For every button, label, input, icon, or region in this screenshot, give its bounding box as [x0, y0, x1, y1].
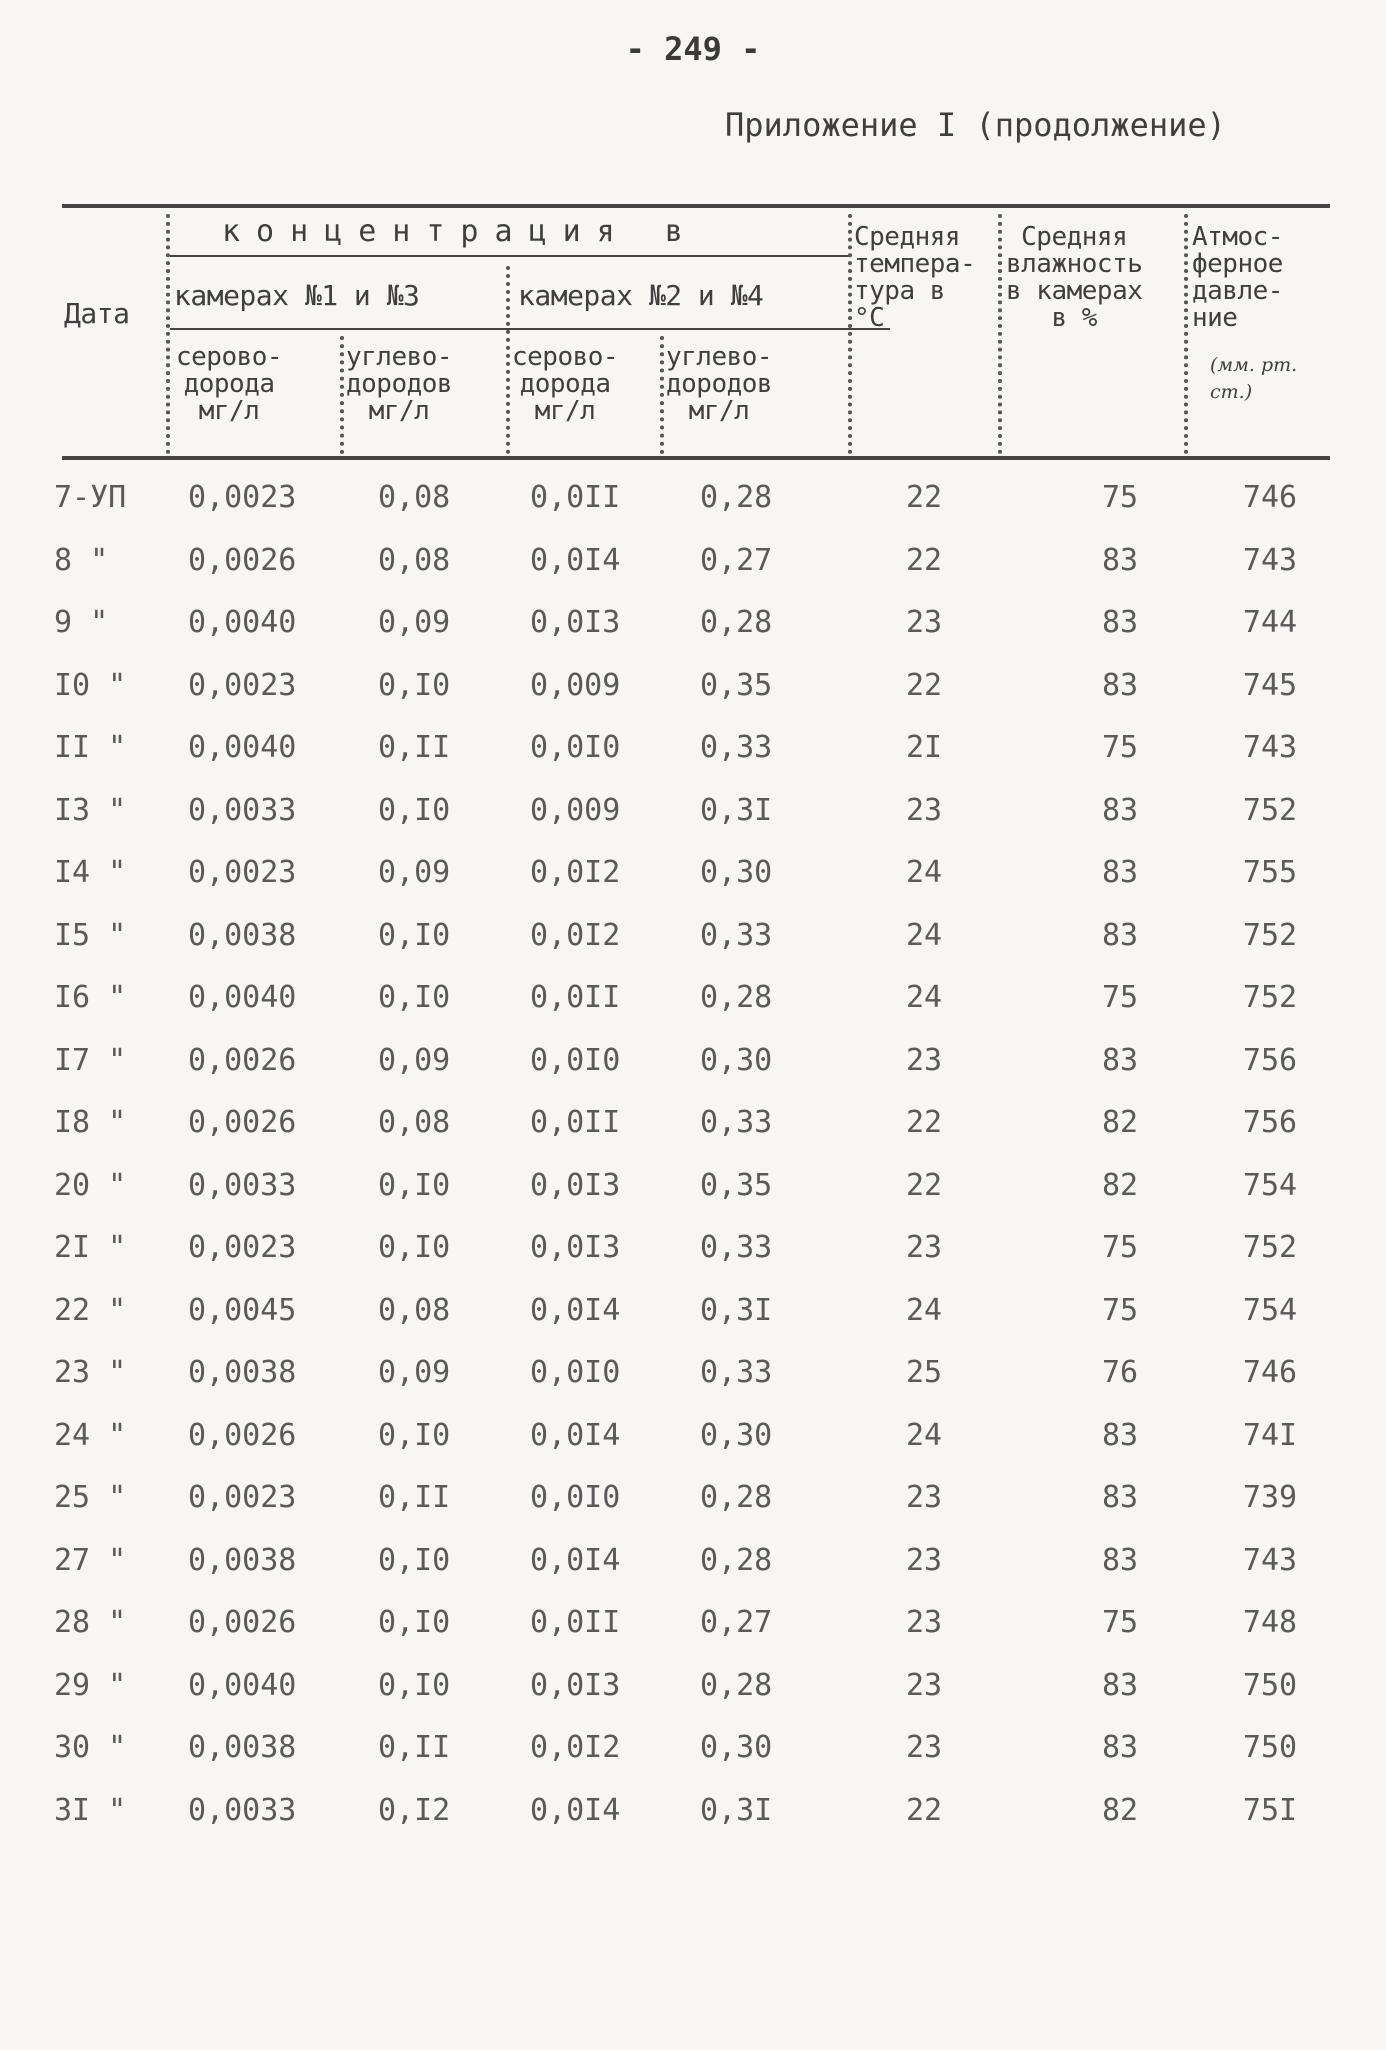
- hydrocarbons-chambers-1-3-cell: 0,I0: [378, 1167, 451, 1203]
- h2s-chambers-1-3-cell: 0,0026: [188, 542, 297, 578]
- table-row: [0, 1035, 1386, 1098]
- chambers-rule: [170, 328, 890, 330]
- avg-humidity-cell: 76: [1101, 1355, 1139, 1390]
- date-cell: 20 ": [54, 1167, 127, 1203]
- h2s-chambers-1-3-cell: 0,0023: [188, 1480, 297, 1515]
- h2s-chambers-1-3-cell: 0,0038: [188, 1355, 297, 1390]
- table-row: [0, 597, 1386, 660]
- avg-humidity-cell: 75: [1101, 730, 1139, 765]
- date-cell: 7-УП: [54, 480, 127, 515]
- hydrocarbons-chambers-2-4-cell: 0,33: [700, 1230, 773, 1265]
- date-cell: I6 ": [54, 980, 127, 1015]
- h2s-chambers-1-3-cell: 0,0026: [188, 1417, 297, 1453]
- atm-pressure-cell: 752: [1242, 792, 1298, 828]
- data-rows: [0, 472, 1386, 1847]
- date-cell: 23 ": [54, 1355, 127, 1390]
- atm-pressure-cell: 746: [1242, 1355, 1298, 1390]
- hydrocarbons-chambers-2-4-cell: 0,35: [700, 1167, 773, 1203]
- date-cell: 29 ": [54, 1667, 127, 1703]
- date-cell: I7 ": [54, 1042, 127, 1078]
- avg-temperature-cell: 24: [905, 917, 943, 953]
- avg-humidity-cell: 75: [1101, 1292, 1139, 1328]
- hydrocarbons-chambers-1-3-cell: 0,II: [378, 1480, 451, 1515]
- avg-humidity-cell: 82: [1101, 1792, 1139, 1828]
- table-row: [0, 1785, 1386, 1848]
- header-hc-1-3: углево- дородов мг/л: [346, 342, 453, 426]
- date-cell: 9 ": [54, 605, 109, 640]
- h2s-chambers-1-3-cell: 0,0038: [188, 1542, 297, 1578]
- hydrocarbons-chambers-2-4-cell: 0,28: [700, 480, 773, 515]
- avg-humidity-cell: 75: [1101, 480, 1139, 515]
- h2s-chambers-1-3-cell: 0,0038: [188, 1730, 297, 1765]
- header-chambers-1-3: камерах №1 и №3: [174, 279, 420, 312]
- atm-pressure-cell: 752: [1242, 980, 1298, 1015]
- date-cell: 28 ": [54, 1605, 127, 1640]
- atm-pressure-cell: 743: [1242, 730, 1298, 765]
- h2s-chambers-2-4-cell: 0,0I4: [530, 542, 621, 578]
- hydrocarbons-chambers-1-3-cell: 0,I2: [378, 1792, 451, 1828]
- date-cell: 27 ": [54, 1542, 127, 1578]
- avg-temperature-cell: 22: [905, 667, 943, 703]
- header-pressure-unit: (мм. рт. ст.): [1210, 354, 1298, 403]
- avg-humidity-cell: 83: [1101, 605, 1139, 640]
- h2s-chambers-2-4-cell: 0,0II: [530, 1105, 621, 1140]
- atm-pressure-cell: 752: [1242, 1230, 1298, 1265]
- date-cell: 8 ": [54, 542, 109, 578]
- atm-pressure-cell: 743: [1242, 542, 1298, 578]
- appendix-title: Приложение I (продолжение): [725, 106, 1226, 144]
- hydrocarbons-chambers-2-4-cell: 0,3I: [700, 1792, 773, 1828]
- table-row: [0, 722, 1386, 785]
- avg-humidity-cell: 83: [1101, 1417, 1139, 1453]
- date-cell: II ": [54, 730, 127, 765]
- hydrocarbons-chambers-2-4-cell: 0,27: [700, 1605, 773, 1640]
- h2s-chambers-2-4-cell: 0,0I4: [530, 1292, 621, 1328]
- avg-humidity-cell: 83: [1101, 792, 1139, 828]
- avg-humidity-cell: 75: [1101, 1605, 1139, 1640]
- avg-temperature-cell: 22: [905, 1105, 943, 1140]
- h2s-chambers-2-4-cell: 0,009: [530, 792, 621, 828]
- avg-temperature-cell: 23: [905, 605, 943, 640]
- avg-temperature-cell: 22: [905, 480, 943, 515]
- table-row: [0, 1222, 1386, 1285]
- date-cell: 24 ": [54, 1417, 127, 1453]
- table-row: [0, 1285, 1386, 1348]
- header-top-rule: [62, 204, 1330, 208]
- separator-temp: [848, 214, 852, 454]
- hydrocarbons-chambers-2-4-cell: 0,28: [700, 1480, 773, 1515]
- hydrocarbons-chambers-2-4-cell: 0,28: [700, 980, 773, 1015]
- hydrocarbons-chambers-1-3-cell: 0,I0: [378, 1605, 451, 1640]
- h2s-chambers-1-3-cell: 0,0033: [188, 1792, 297, 1828]
- header-avg-humidity: Средняя влажность в камерах в %: [1006, 222, 1143, 333]
- h2s-chambers-1-3-cell: 0,0040: [188, 980, 297, 1015]
- hydrocarbons-chambers-1-3-cell: 0,I0: [378, 1230, 451, 1265]
- table-row: [0, 660, 1386, 723]
- atm-pressure-cell: 750: [1242, 1667, 1298, 1703]
- header-hc-2-4: углево- дородов мг/л: [666, 342, 773, 426]
- hydrocarbons-chambers-1-3-cell: 0,II: [378, 730, 451, 765]
- atm-pressure-cell: 745: [1242, 667, 1298, 703]
- date-cell: 2I ": [54, 1230, 127, 1265]
- hydrocarbons-chambers-1-3-cell: 0,09: [378, 1042, 451, 1078]
- avg-temperature-cell: 23: [905, 1230, 943, 1265]
- table-row: [0, 1410, 1386, 1473]
- hydrocarbons-chambers-2-4-cell: 0,33: [700, 730, 773, 765]
- table-row: [0, 1597, 1386, 1660]
- h2s-chambers-1-3-cell: 0,0033: [188, 792, 297, 828]
- date-cell: I0 ": [54, 667, 127, 703]
- h2s-chambers-1-3-cell: 0,0040: [188, 1667, 297, 1703]
- hydrocarbons-chambers-1-3-cell: 0,08: [378, 542, 451, 578]
- avg-humidity-cell: 75: [1101, 980, 1139, 1015]
- table-row: [0, 1472, 1386, 1535]
- page-number: - 249 -: [625, 30, 761, 68]
- avg-temperature-cell: 23: [905, 1605, 943, 1640]
- avg-temperature-cell: 23: [905, 1667, 943, 1703]
- date-cell: I4 ": [54, 855, 127, 890]
- h2s-chambers-1-3-cell: 0,0026: [188, 1042, 297, 1078]
- hydrocarbons-chambers-2-4-cell: 0,35: [700, 667, 773, 703]
- h2s-chambers-1-3-cell: 0,0040: [188, 730, 297, 765]
- separator-humidity: [998, 214, 1002, 454]
- header-avg-temp: Средняя темпера- тура в °С: [854, 222, 976, 333]
- h2s-chambers-2-4-cell: 0,0II: [530, 480, 621, 515]
- avg-humidity-cell: 83: [1101, 1042, 1139, 1078]
- date-cell: 30 ": [54, 1730, 127, 1765]
- header-atm-pressure: Атмос- ферное давле- ние: [1192, 222, 1283, 333]
- atm-pressure-cell: 756: [1242, 1105, 1298, 1140]
- avg-temperature-cell: 22: [905, 1167, 943, 1203]
- hydrocarbons-chambers-2-4-cell: 0,33: [700, 1105, 773, 1140]
- hydrocarbons-chambers-1-3-cell: 0,09: [378, 1355, 451, 1390]
- atm-pressure-cell: 744: [1242, 605, 1298, 640]
- hydrocarbons-chambers-1-3-cell: 0,II: [378, 1730, 451, 1765]
- hydrocarbons-chambers-2-4-cell: 0,27: [700, 542, 773, 578]
- h2s-chambers-2-4-cell: 0,0II: [530, 980, 621, 1015]
- hydrocarbons-chambers-2-4-cell: 0,33: [700, 917, 773, 953]
- separator-pressure: [1184, 214, 1188, 454]
- hydrocarbons-chambers-1-3-cell: 0,I0: [378, 792, 451, 828]
- header-date: Дата: [64, 297, 130, 330]
- h2s-chambers-1-3-cell: 0,0023: [188, 1230, 297, 1265]
- date-cell: 3I ": [54, 1792, 127, 1828]
- atm-pressure-cell: 750: [1242, 1730, 1298, 1765]
- header-h2s-1-3: серово- дорода мг/л: [176, 342, 283, 426]
- h2s-chambers-2-4-cell: 0,0I4: [530, 1792, 621, 1828]
- atm-pressure-cell: 748: [1242, 1605, 1298, 1640]
- h2s-chambers-2-4-cell: 0,0I3: [530, 1230, 621, 1265]
- hydrocarbons-chambers-2-4-cell: 0,28: [700, 1542, 773, 1578]
- hydrocarbons-chambers-2-4-cell: 0,30: [700, 1417, 773, 1453]
- hydrocarbons-chambers-2-4-cell: 0,30: [700, 855, 773, 890]
- h2s-chambers-2-4-cell: 0,0I2: [530, 1730, 621, 1765]
- hydrocarbons-chambers-1-3-cell: 0,08: [378, 480, 451, 515]
- avg-temperature-cell: 23: [905, 792, 943, 828]
- atm-pressure-cell: 746: [1242, 480, 1298, 515]
- h2s-chambers-2-4-cell: 0,0I2: [530, 855, 621, 890]
- avg-temperature-cell: 23: [905, 1542, 943, 1578]
- h2s-chambers-1-3-cell: 0,0040: [188, 605, 297, 640]
- hydrocarbons-chambers-2-4-cell: 0,30: [700, 1730, 773, 1765]
- h2s-chambers-2-4-cell: 0,0I0: [530, 1480, 621, 1515]
- avg-humidity-cell: 83: [1101, 1480, 1139, 1515]
- avg-humidity-cell: 75: [1101, 1230, 1139, 1265]
- h2s-chambers-2-4-cell: 0,0I4: [530, 1542, 621, 1578]
- hydrocarbons-chambers-1-3-cell: 0,09: [378, 605, 451, 640]
- table-row: [0, 1347, 1386, 1410]
- h2s-chambers-1-3-cell: 0,0023: [188, 855, 297, 890]
- header-bottom-rule: [62, 456, 1330, 460]
- hydrocarbons-chambers-1-3-cell: 0,I0: [378, 1417, 451, 1453]
- hydrocarbons-chambers-1-3-cell: 0,09: [378, 855, 451, 890]
- separator-hc2: [660, 336, 664, 454]
- table-row: [0, 847, 1386, 910]
- atm-pressure-cell: 75I: [1242, 1792, 1298, 1828]
- avg-temperature-cell: 23: [905, 1730, 943, 1765]
- header-h2s-2-4: серово- дорода мг/л: [512, 342, 619, 426]
- hydrocarbons-chambers-2-4-cell: 0,30: [700, 1042, 773, 1078]
- avg-humidity-cell: 82: [1101, 1105, 1139, 1140]
- table-row: [0, 1097, 1386, 1160]
- h2s-chambers-2-4-cell: 0,0I0: [530, 1355, 621, 1390]
- table-row: [0, 1535, 1386, 1598]
- hydrocarbons-chambers-2-4-cell: 0,28: [700, 1667, 773, 1703]
- atm-pressure-cell: 739: [1242, 1480, 1298, 1515]
- avg-humidity-cell: 83: [1101, 1730, 1139, 1765]
- h2s-chambers-1-3-cell: 0,0026: [188, 1605, 297, 1640]
- table-row: [0, 1660, 1386, 1723]
- hydrocarbons-chambers-1-3-cell: 0,I0: [378, 917, 451, 953]
- table-header: [62, 204, 1330, 462]
- h2s-chambers-1-3-cell: 0,0023: [188, 480, 297, 515]
- atm-pressure-cell: 755: [1242, 855, 1298, 890]
- h2s-chambers-1-3-cell: 0,0023: [188, 667, 297, 703]
- avg-temperature-cell: 23: [905, 1042, 943, 1078]
- hydrocarbons-chambers-2-4-cell: 0,3I: [700, 1292, 773, 1328]
- table-row: [0, 1722, 1386, 1785]
- avg-humidity-cell: 83: [1101, 1667, 1139, 1703]
- date-cell: I5 ": [54, 917, 127, 953]
- date-cell: I3 ": [54, 792, 127, 828]
- atm-pressure-cell: 752: [1242, 917, 1298, 953]
- date-cell: 25 ": [54, 1480, 127, 1515]
- hydrocarbons-chambers-2-4-cell: 0,3I: [700, 792, 773, 828]
- atm-pressure-cell: 756: [1242, 1042, 1298, 1078]
- atm-pressure-cell: 74I: [1242, 1417, 1298, 1453]
- avg-humidity-cell: 83: [1101, 667, 1139, 703]
- avg-temperature-cell: 24: [905, 855, 943, 890]
- h2s-chambers-1-3-cell: 0,0045: [188, 1292, 297, 1328]
- concentration-rule: [170, 255, 850, 257]
- hydrocarbons-chambers-1-3-cell: 0,I0: [378, 667, 451, 703]
- hydrocarbons-chambers-1-3-cell: 0,I0: [378, 1667, 451, 1703]
- date-cell: 22 ": [54, 1292, 127, 1328]
- avg-temperature-cell: 22: [905, 1792, 943, 1828]
- h2s-chambers-2-4-cell: 0,0I3: [530, 1167, 621, 1203]
- avg-temperature-cell: 22: [905, 542, 943, 578]
- avg-temperature-cell: 23: [905, 1480, 943, 1515]
- h2s-chambers-2-4-cell: 0,0I0: [530, 730, 621, 765]
- h2s-chambers-1-3-cell: 0,0038: [188, 917, 297, 953]
- avg-humidity-cell: 83: [1101, 917, 1139, 953]
- atm-pressure-cell: 754: [1242, 1292, 1298, 1328]
- atm-pressure-cell: 743: [1242, 1542, 1298, 1578]
- table-row: [0, 972, 1386, 1035]
- date-cell: I8 ": [54, 1105, 127, 1140]
- separator-date: [166, 214, 170, 454]
- h2s-chambers-2-4-cell: 0,0I3: [530, 605, 621, 640]
- avg-temperature-cell: 25: [905, 1355, 943, 1390]
- avg-temperature-cell: 24: [905, 1292, 943, 1328]
- avg-humidity-cell: 83: [1101, 855, 1139, 890]
- h2s-chambers-2-4-cell: 0,0I3: [530, 1667, 621, 1703]
- header-chambers-2-4: камерах №2 и №4: [518, 279, 764, 312]
- table-row: [0, 472, 1386, 535]
- h2s-chambers-1-3-cell: 0,0026: [188, 1105, 297, 1140]
- atm-pressure-cell: 754: [1242, 1167, 1298, 1203]
- table-row: [0, 1160, 1386, 1223]
- hydrocarbons-chambers-1-3-cell: 0,I0: [378, 1542, 451, 1578]
- avg-humidity-cell: 83: [1101, 542, 1139, 578]
- h2s-chambers-2-4-cell: 0,0I2: [530, 917, 621, 953]
- h2s-chambers-1-3-cell: 0,0033: [188, 1167, 297, 1203]
- avg-temperature-cell: 24: [905, 1417, 943, 1453]
- avg-temperature-cell: 24: [905, 980, 943, 1015]
- separator-chambers: [506, 266, 510, 454]
- hydrocarbons-chambers-2-4-cell: 0,28: [700, 605, 773, 640]
- hydrocarbons-chambers-2-4-cell: 0,33: [700, 1355, 773, 1390]
- table-row: [0, 535, 1386, 598]
- h2s-chambers-2-4-cell: 0,0I0: [530, 1042, 621, 1078]
- hydrocarbons-chambers-1-3-cell: 0,08: [378, 1292, 451, 1328]
- table-row: [0, 785, 1386, 848]
- hydrocarbons-chambers-1-3-cell: 0,08: [378, 1105, 451, 1140]
- h2s-chambers-2-4-cell: 0,0II: [530, 1605, 621, 1640]
- avg-humidity-cell: 83: [1101, 1542, 1139, 1578]
- h2s-chambers-2-4-cell: 0,0I4: [530, 1417, 621, 1453]
- avg-temperature-cell: 2I: [905, 730, 943, 765]
- h2s-chambers-2-4-cell: 0,009: [530, 667, 621, 703]
- table-row: [0, 910, 1386, 973]
- separator-hc1: [340, 336, 344, 454]
- header-concentration: концентрация в: [222, 214, 699, 249]
- avg-humidity-cell: 82: [1101, 1167, 1139, 1203]
- hydrocarbons-chambers-1-3-cell: 0,I0: [378, 980, 451, 1015]
